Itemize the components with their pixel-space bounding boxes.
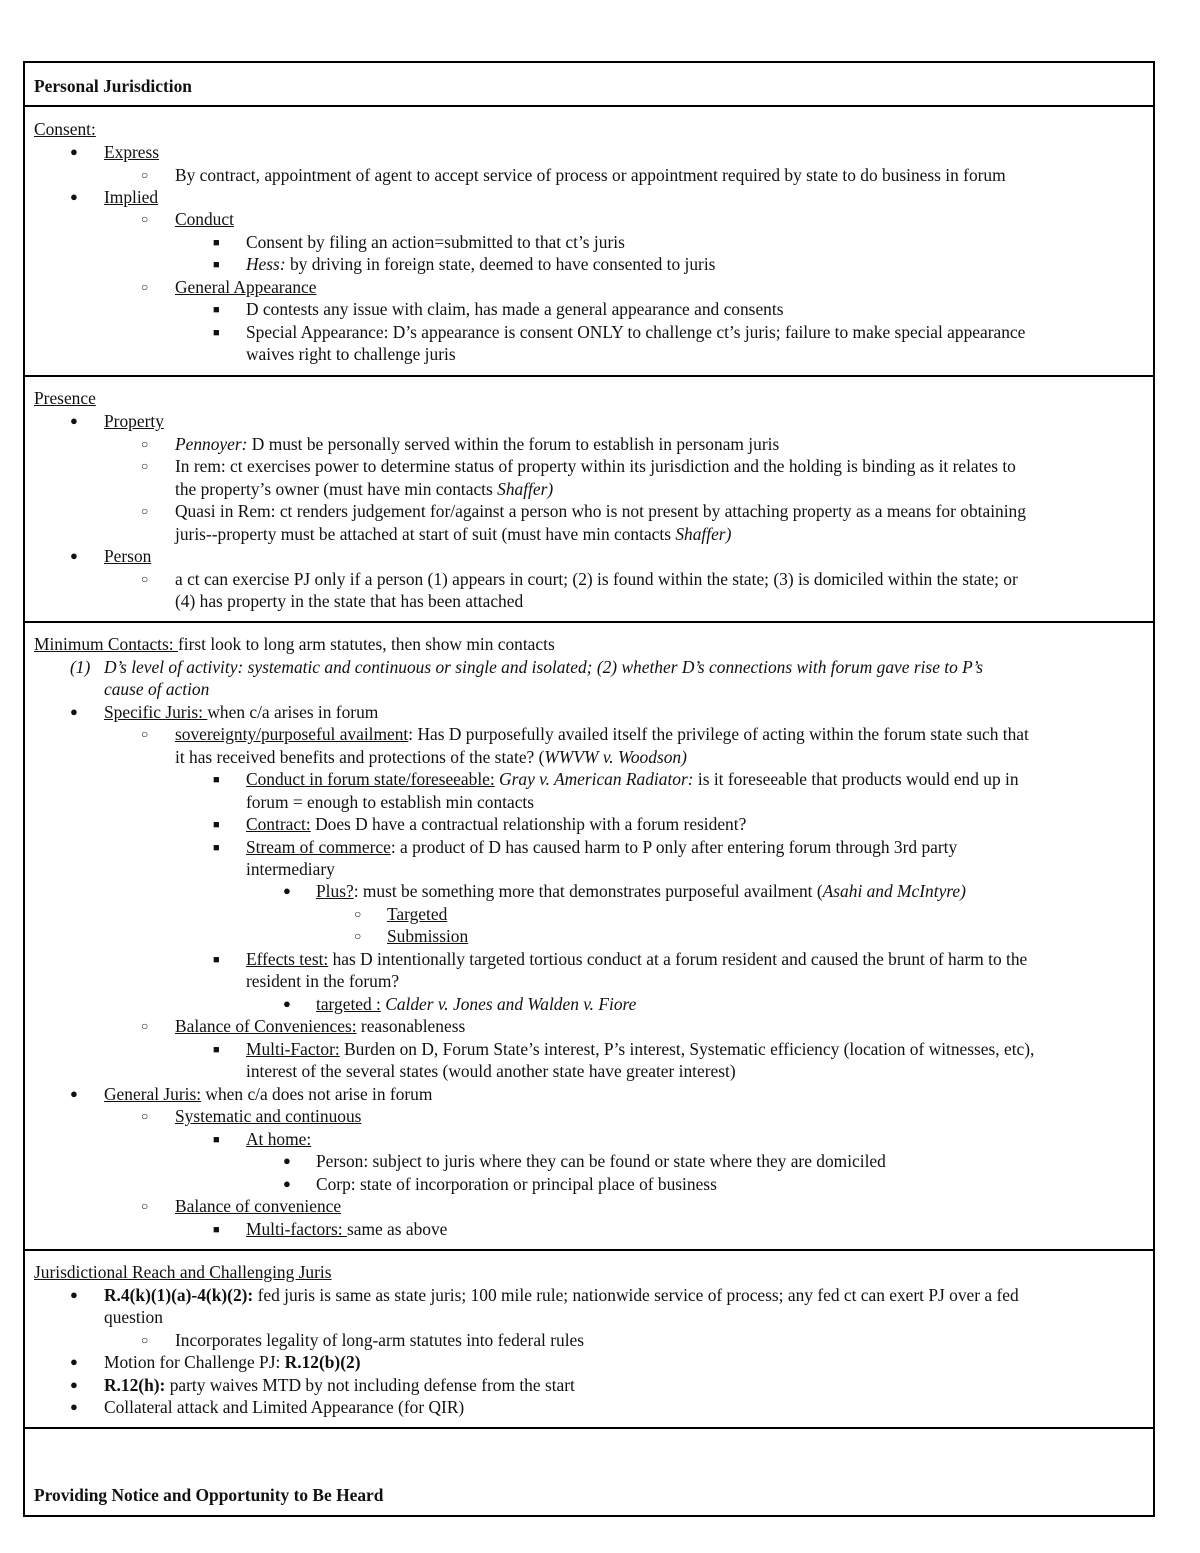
circle-bullet-icon (141, 164, 148, 186)
sovereignty-item: sovereignty/purposeful availment: Has D purposefully availed itself the privilege of acting within the forum state such that (175, 724, 1029, 744)
express-desc: By contract, appointment of agent to accept service of process or appointment required by state to do business in forum (175, 165, 1006, 185)
square-bullet-icon (213, 298, 220, 321)
motion-item: Motion for Challenge PJ: R.12(b)(2) (104, 1352, 361, 1372)
multi-factors-item: Multi-factors: same as above (246, 1219, 448, 1239)
bullet-icon (283, 880, 291, 902)
person-item: a ct can exercise PJ only if a person (1) appears in court; (2) is found within the state; (3) is domiciled within the state; or (175, 569, 1018, 589)
targeted-case-item: targeted : Calder v. Jones and Walden v. Fiore (316, 994, 637, 1014)
reach-section (25, 1251, 1153, 1429)
multi-factor-item: Multi-Factor: Burden on D, Forum State’s interest, P’s interest, Systematic efficiency (location of witnesses, etc), (246, 1039, 1035, 1059)
bullet-icon (70, 186, 78, 208)
rule-4k-item: R.4(k)(1)(a)-4(k)(2): fed juris is same as state juris; 100 mile rule; nationwide service of process; any fed ct can exert PJ over a fed (104, 1285, 1019, 1305)
ga-item: D contests any issue with claim, has made a general appearance and consents (246, 299, 784, 319)
circle-bullet-icon (141, 568, 148, 590)
person-item-cont: (4) has property in the state that has been attached (175, 591, 524, 611)
circle-bullet-icon (141, 723, 148, 745)
bullet-icon (283, 1173, 291, 1195)
square-bullet-icon (213, 768, 220, 791)
factors-item: D’s level of activity: systematic and continuous or single and isolated; (2) whether D’s connections with forum gave rise to P’s (104, 657, 984, 677)
square-bullet-icon (213, 813, 220, 836)
circle-bullet-icon (354, 903, 361, 925)
square-bullet-icon (213, 1128, 220, 1151)
rule-4k-cont: question (104, 1307, 163, 1327)
property-label: Property (104, 411, 164, 431)
inrem-item-cont: the property’s owner (must have min contacts Shaffer) (175, 479, 554, 499)
conduct-item: Hess: by driving in foreign state, deemed to have consented to juris (246, 254, 716, 274)
consent-section (25, 107, 1153, 377)
square-bullet-icon (213, 321, 220, 344)
general-juris: General Juris: when c/a does not arise in forum (104, 1084, 433, 1104)
consent-heading: Consent: (34, 119, 96, 139)
systematic-item: Systematic and continuous (175, 1106, 362, 1126)
ga-item-cont: waives right to challenge juris (246, 344, 456, 364)
bullet-icon (283, 993, 291, 1015)
conduct-item: Consent by filing an action=submitted to that ct’s juris (246, 232, 625, 252)
square-bullet-icon (213, 1218, 220, 1241)
page-title: Personal Jurisdiction (34, 76, 192, 96)
general-appearance-label: General Appearance (175, 277, 317, 297)
rule-12h-item: R.12(h): party waives MTD by not including defense from the start (104, 1375, 575, 1395)
conduct-foreseeable-item: Conduct in forum state/foreseeable: Gray v. American Radiator: is it foreseeable that products would end up in (246, 769, 1019, 789)
min-contacts-heading: Minimum Contacts: first look to long arm statutes, then show min contacts (34, 634, 555, 654)
balance-convenience-item: Balance of convenience (175, 1196, 342, 1216)
corp-home-item: Corp: state of incorporation or principal place of business (316, 1174, 717, 1194)
circle-bullet-icon (141, 1329, 148, 1351)
plus-item: Plus?: must be something more that demonstrates purposeful availment (Asahi and McIntyre) (316, 881, 966, 901)
square-bullet-icon (213, 1038, 220, 1061)
min-contacts-section (25, 623, 1153, 1251)
at-home-item: At home: (246, 1129, 312, 1149)
presence-section (25, 377, 1153, 623)
express-label: Express (104, 142, 160, 162)
bullet-icon (70, 701, 78, 723)
quasi-item-cont: juris--property must be attached at start of suit (must have min contacts Shaffer) (175, 524, 732, 544)
effects-item: Effects test: has D intentionally targeted tortious conduct at a forum resident and caused the brunt of harm to the (246, 949, 1028, 969)
circle-bullet-icon (141, 1015, 148, 1037)
bullet-icon (283, 1150, 291, 1172)
square-bullet-icon (213, 836, 220, 859)
circle-bullet-icon (141, 1195, 148, 1217)
bullet-icon (70, 1374, 78, 1396)
square-bullet-icon (213, 231, 220, 254)
submission-item: Submission (387, 926, 469, 946)
bullet-icon (70, 1083, 78, 1105)
outline-table (23, 61, 1155, 1517)
long-arm-item: Incorporates legality of long-arm statutes into federal rules (175, 1330, 585, 1350)
stream-item-cont: intermediary (246, 859, 335, 879)
collateral-item: Collateral attack and Limited Appearance (for QIR) (104, 1397, 465, 1417)
person-label: Person (104, 546, 152, 566)
ga-item: Special Appearance: D’s appearance is consent ONLY to challenge ct’s juris; failure to make special appearance (246, 322, 1026, 342)
stream-item: Stream of commerce: a product of D has caused harm to P only after entering forum through 3rd party (246, 837, 958, 857)
next-title-row (25, 1429, 1153, 1515)
circle-bullet-icon (354, 925, 361, 947)
title-row (25, 63, 1153, 107)
reach-heading: Jurisdictional Reach and Challenging Juris (34, 1262, 332, 1282)
section-title: Providing Notice and Opportunity to Be Heard (34, 1485, 384, 1505)
bullet-icon (70, 410, 78, 432)
bullet-icon (70, 1284, 78, 1306)
implied-label: Implied (104, 187, 159, 207)
square-bullet-icon (213, 253, 220, 276)
multi-factor-cont: interest of the several states (would another state have greater interest) (246, 1061, 736, 1081)
bullet-icon (70, 141, 78, 163)
bullet-icon (70, 1396, 78, 1418)
specific-juris: Specific Juris: when c/a arises in forum (104, 702, 379, 722)
sovereignty-item-cont: it has received benefits and protections of the state? (WWVW v. Woodson) (175, 747, 687, 767)
person-home-item: Person: subject to juris where they can be found or state where they are domiciled (316, 1151, 886, 1171)
conduct-label: Conduct (175, 209, 234, 229)
balance-item: Balance of Conveniences: reasonableness (175, 1016, 466, 1036)
effects-item-cont: resident in the forum? (246, 971, 400, 991)
list-number: (1) (70, 657, 91, 677)
contract-item: Contract: Does D have a contractual relationship with a forum resident? (246, 814, 747, 834)
circle-bullet-icon (141, 208, 148, 230)
circle-bullet-icon (141, 433, 148, 455)
presence-heading: Presence (34, 388, 96, 408)
targeted-item: Targeted (387, 904, 448, 924)
bullet-icon (70, 1351, 78, 1373)
quasi-item: Quasi in Rem: ct renders judgement for/against a person who is not present by attaching property as a means for obtaining (175, 501, 1026, 521)
inrem-item: In rem: ct exercises power to determine status of property within its jurisdiction and the holding is binding as it relates to (175, 456, 1016, 476)
circle-bullet-icon (141, 1105, 148, 1127)
circle-bullet-icon (141, 500, 148, 522)
bullet-icon (70, 545, 78, 567)
conduct-foreseeable-cont: forum = enough to establish min contacts (246, 792, 535, 812)
factors-item-cont: cause of action (104, 679, 210, 699)
circle-bullet-icon (141, 276, 148, 298)
square-bullet-icon (213, 948, 220, 971)
pennoyer-item: Pennoyer: D must be personally served within the forum to establish in personam juris (175, 434, 780, 454)
circle-bullet-icon (141, 455, 148, 477)
